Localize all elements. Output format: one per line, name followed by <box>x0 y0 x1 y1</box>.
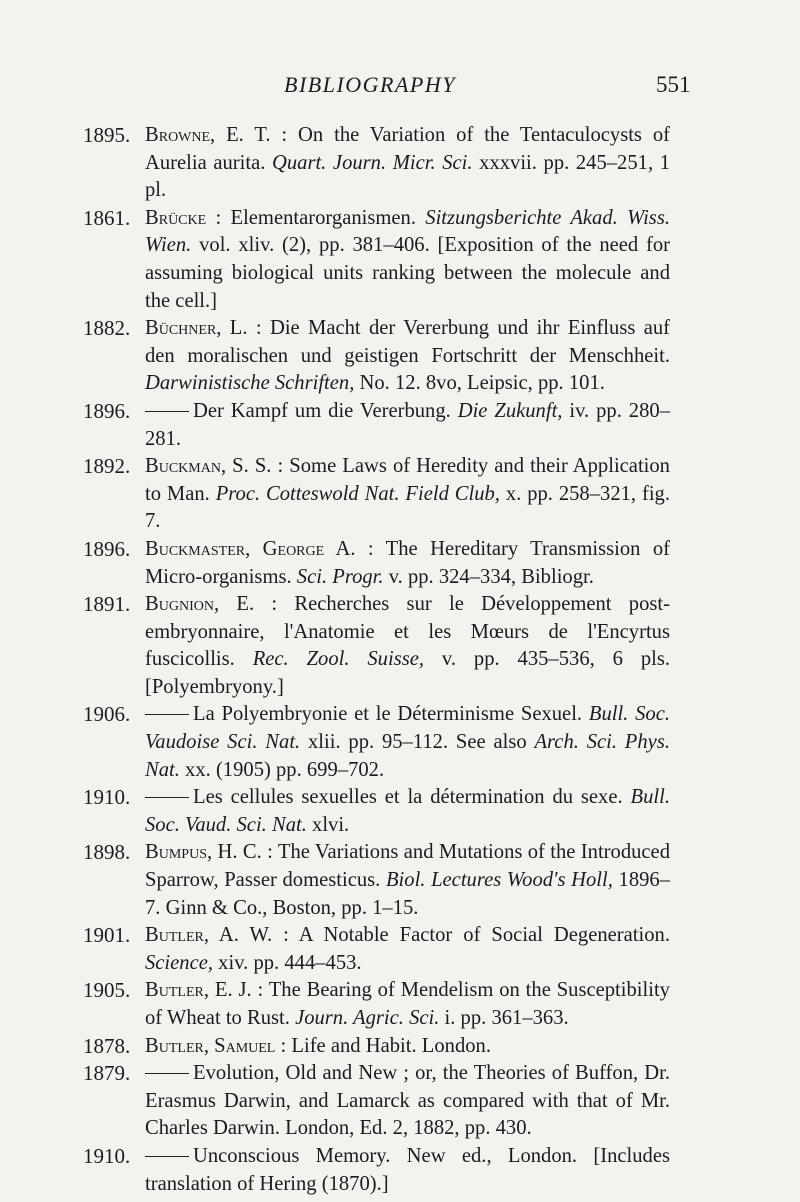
entry-author: Butler, Samuel <box>145 1034 276 1057</box>
entry-year: 1861. <box>83 205 131 230</box>
entry-year: 1910. <box>83 1143 131 1168</box>
entry-year: 1896. <box>83 536 131 561</box>
entry-author: Butler, A. W. <box>145 924 273 947</box>
entry-text: x. pp. 258–321, fig. 7. <box>145 482 670 533</box>
entry-text: iv. pp. 280–281. <box>145 399 670 450</box>
bibliography-entry <box>0 1060 800 1143</box>
entry-text: : The Bearing of Mendelism on the Susceptibility of Wheat to Rust. <box>145 979 670 1029</box>
entry-year: 1891. <box>83 592 131 617</box>
entry-text: : Some Laws of Heredity and their Application to Man. <box>145 455 670 505</box>
entry-source-title: Sci. Progr. <box>296 565 384 588</box>
entry-source-title: Proc. Cotteswold Nat. Field Club, <box>215 482 500 505</box>
entry-source-title: Bull. Soc. Vaudoise Sci. Nat. <box>145 703 670 754</box>
bibliography-entry <box>0 922 800 977</box>
entry-text: v. pp. 435–536, 6 pls. [Polyembryony.] <box>145 648 671 698</box>
entry-author: Bugnion, E. <box>145 593 255 616</box>
entry-year: 1895. <box>83 123 131 147</box>
entry-source-title: Bull. Soc. Vaud. Sci. Nat. <box>145 786 670 836</box>
entry-year: 1879. <box>83 1061 131 1086</box>
entry-author: Browne, E. T. <box>145 124 271 146</box>
entry-text: No. 12. 8vo, Leipsic, pp. 101. <box>354 372 605 395</box>
entry-source-title: Science, <box>145 951 214 974</box>
entry-text: : Elementarorganismen. <box>206 206 426 229</box>
entry-text: xx. (1905) pp. 699–702. <box>179 758 385 781</box>
bibliography-entry <box>0 701 800 784</box>
entry-source-title: Quart. Journ. Micr. Sci. <box>271 151 473 174</box>
entry-text: Les cellules sexuelles et la détermination du sexe. <box>193 786 631 809</box>
entry-source-title: Biol. Lectures Wood's Holl, <box>385 869 613 892</box>
page-number: 551 <box>656 72 691 97</box>
entry-text: Der Kampf um die Vererbung. <box>193 399 458 422</box>
entry-source-title: Journ. Agric. Sci. <box>295 1007 440 1029</box>
entry-text: vol. xliv. (2), pp. 381–406. [Exposition of the need for assuming biological units ranking between the molecule and the cell.] <box>145 234 670 312</box>
bibliography-entry <box>0 1033 800 1061</box>
entry-year: 1898. <box>83 840 131 865</box>
entry-text: : The Hereditary Transmission of Micro-organisms. <box>145 537 670 588</box>
entry-text: Evolution, Old and New ; or, the Theories of Buffon, Dr. Erasmus Darwin, and Lamarck as compared with that of Mr. Charles Darwin. London, Ed. 2, 1882, pp. 430. <box>145 1062 670 1140</box>
bibliography-entry <box>0 977 800 1032</box>
entry-text: xlii. pp. 95–112. See also <box>300 731 535 754</box>
bibliography-entry <box>0 315 800 398</box>
entry-year: 1882. <box>83 316 131 341</box>
bibliography-entry <box>0 205 800 315</box>
page-header <box>0 72 800 102</box>
ditto-dash <box>145 714 189 715</box>
entry-text: xlvi. <box>306 813 350 836</box>
bibliography-entry <box>0 784 800 839</box>
entry-source-title: Darwinistische Schriften, <box>145 372 355 395</box>
entry-year: 1901. <box>83 923 131 948</box>
entry-source-title: Sitzungsberichte Akad. Wiss. Wien. <box>145 206 670 257</box>
bibliography-entry <box>0 536 800 591</box>
entry-text: : Die Macht der Vererbung und ihr Einfluss auf den moralischen und geistigen Fortschritt der Menschheit. <box>145 317 670 367</box>
entry-text: v. pp. 324–334, Bibliogr. <box>383 565 594 588</box>
bibliography-entry <box>0 839 800 922</box>
entry-year: 1892. <box>83 454 131 479</box>
entry-year: 1910. <box>83 785 131 810</box>
entry-text: 1896–7. Ginn & Co., Boston, pp. 1–15. <box>145 869 671 919</box>
entry-text: xiv. pp. 444–453. <box>213 951 362 974</box>
running-title: BIBLIOGRAPHY <box>284 72 456 97</box>
entry-text: : Life and Habit. London. <box>275 1034 491 1057</box>
entry-source-title: Die Zukunft, <box>457 399 563 422</box>
entry-author: Buckman, S. S. <box>145 455 272 478</box>
entry-year: 1906. <box>83 702 131 727</box>
bibliography-entry <box>0 398 800 453</box>
entry-author: Buckmaster, George A. <box>145 537 356 560</box>
ditto-dash <box>145 1073 189 1074</box>
bibliography-entry <box>0 453 800 536</box>
entry-source-title: Arch. Sci. Phys. Nat. <box>145 731 670 781</box>
entry-year: 1896. <box>83 398 131 423</box>
entry-author: Bumpus, H. C. <box>145 841 262 864</box>
entry-text: : A Notable Factor of Social Degeneration. <box>272 924 670 947</box>
entry-author: Butler, E. J. <box>145 979 252 1002</box>
bibliography-entry <box>0 1143 800 1198</box>
bibliography-list <box>0 122 800 1198</box>
entry-text: : The Variations and Mutations of the Introduced Sparrow, Passer domesticus. <box>145 841 670 892</box>
entry-year: 1878. <box>83 1033 131 1058</box>
entry-author: Brücke <box>145 206 207 229</box>
entry-author: Büchner, L. <box>145 317 248 340</box>
entry-year: 1905. <box>83 978 131 1003</box>
entry-source-title: Rec. Zool. Suisse, <box>252 648 425 671</box>
entry-text: xxxvii. pp. 245–251, 1 pl. <box>145 151 670 202</box>
ditto-dash <box>145 1156 189 1157</box>
bibliography-entry <box>0 122 800 205</box>
entry-text: : On the Variation of the Tentaculocysts of Aurelia aurita. <box>145 124 670 174</box>
ditto-dash <box>145 411 189 412</box>
ditto-dash <box>145 797 189 798</box>
entry-text: La Polyembryonie et le Déterminisme Sexuel. <box>193 703 589 726</box>
entry-text: Unconscious Memory. New ed., London. [Includes translation of Hering (1870).] <box>145 1144 670 1195</box>
entry-text: i. pp. 361–363. <box>439 1007 569 1029</box>
bibliography-entry <box>0 591 800 701</box>
entry-text: : Recherches sur le Développement post-embryonnaire, l'Anatomie et les Mœurs de l'Encyrtus fuscicollis. <box>145 593 670 671</box>
